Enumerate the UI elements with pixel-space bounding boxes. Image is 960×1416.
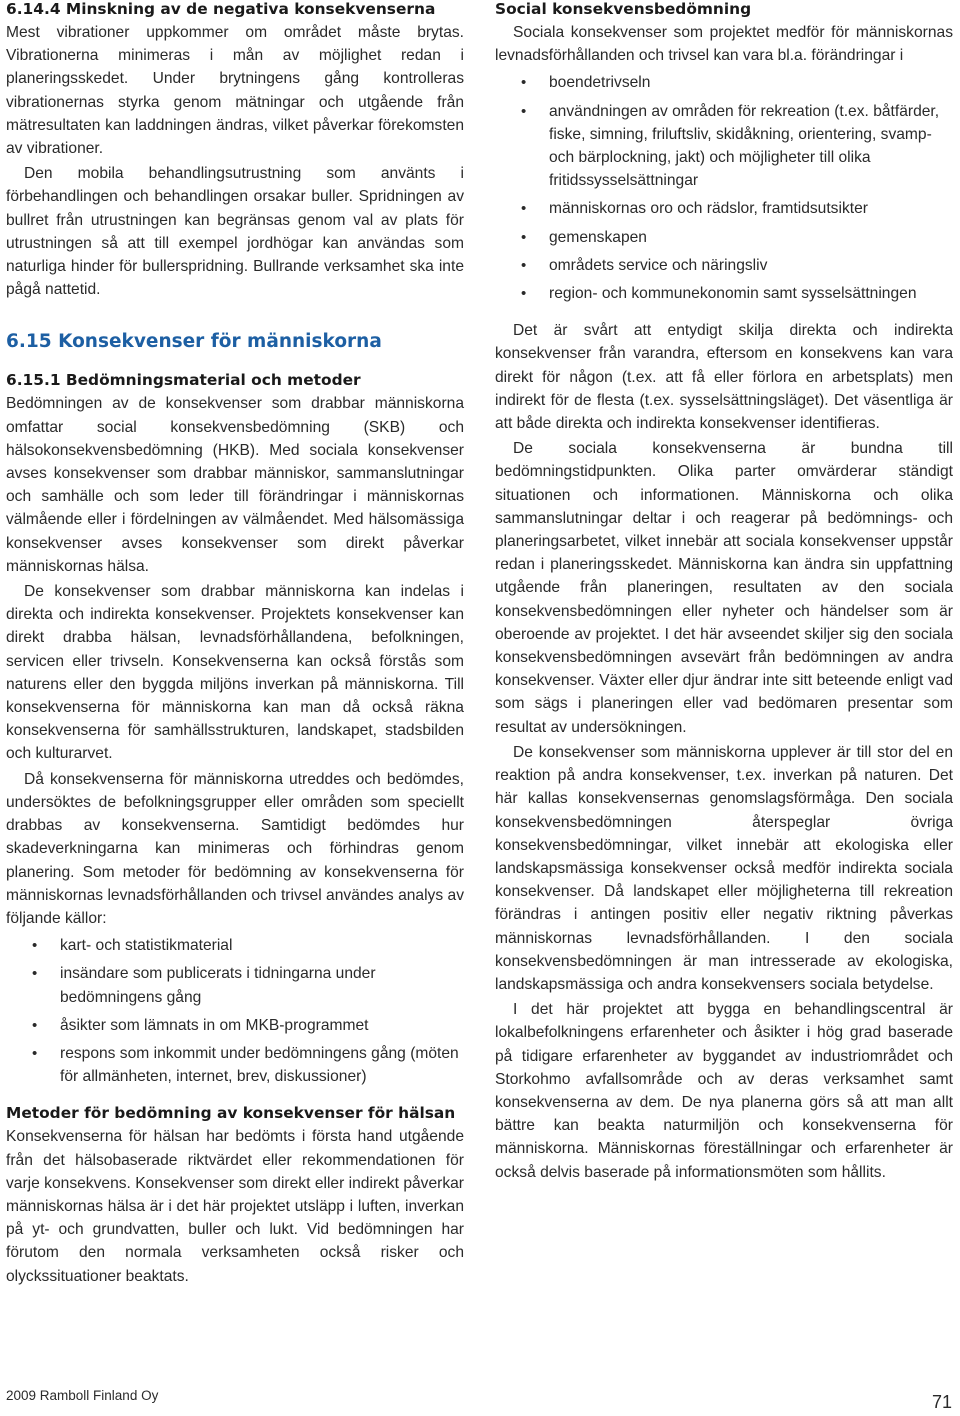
paragraph-social-intro: Sociala konsekvenser som projektet medför för människornas levnadsförhållanden och trivsel kan vara bl.a. förändringar i	[495, 24, 953, 65]
social-changes-list	[495, 71, 953, 305]
paragraph-project-local: I det här projektet att bygga en behandlingscentral är lokalbefolkningens erfarenheter och åsikter i hög grad baserade på tidigare erfarenheter av byggandet av industriområdet och Storkohmo avfallsområde och av deras verksamhet samt konsekvenserna av dem. De nya planerna görs så att man allt bättre kan beakta naturmiljön och konsekvenserna för människorna. Människornas föreställningar och erfarenheter är också delvis baserade på informationsmöten som hållits.	[495, 1001, 953, 1181]
paragraph-direct-indirect: De konsekvenser som drabbar människorna kan indelas i direkta och indirekta konsekvenser. Projektets konsekvenser kan direkt drabba hälsan, levnadsförhållandena, befolkningen, servicen eller trivseln. Konsekvenserna kan också förstås som naturens eller den byggda miljöns inverkan på människorna. Till konsekvenserna för människorna kan man då också räkna konsekvenserna för samhällsstrukturen, landskapet, stadsbilden och kulturarvet.	[6, 583, 464, 763]
list-item: • människornas oro och rädslor, framtidsutsikter	[495, 197, 953, 220]
paragraph-health: Konsekvenserna för hälsan har bedömts i första hand utgående från det hälsobaserade riktvärdet eller rekommendationen för varje konsekvens. Konsekvenser som direkt eller indirekt påverkar människornas hälsa är i det här projektet utsläpp i luften, inverkan på yt- och grundvatten, buller och lukt. Vid bedömningen har förutom den normala verksamheten också risker och olyckssituationer beaktats.	[6, 1128, 464, 1285]
list-item: • respons som inkommit under bedömningens gång (möten för allmänheten, internet, brev, diskussioner)	[6, 1042, 464, 1088]
list-item: • åsikter som lämnats in om MKB-programmet	[6, 1014, 464, 1037]
paragraph-methods: Då konsekvenserna för människorna utreddes och bedömdes, undersöktes de befolkningsgrupper eller områden som speciellt drabbas av konsekvenserna. Samtidigt bedömdes hur skadeverkningarna kan minimeras och förhindras genom planering. Som metoder för bedömning av konsekvenserna för människornas levnadsförhållanden och trivsel användes analys av följande källor:	[6, 770, 464, 927]
list-item: • områdets service och näringsliv	[495, 254, 953, 277]
heading-6-14-4: 6.14.4 Minskning av de negativa konsekvenserna	[6, 0, 436, 18]
list-item: • kart- och statistikmaterial	[6, 934, 464, 957]
right-column	[495, 0, 953, 1184]
paragraph-direct-indirect-social: Det är svårt att entydigt skilja direkta och indirekta konsekvenser från varandra, eftersom en konsekvens kan vara direkt för någon (t.ex. att få eller förlora en arbetsplats) men indirekt för de flesta (t.ex. sysselsättningsläget). Det väsentliga är att både direkta och indirekta konsekvenser identifieras.	[495, 322, 953, 433]
footer-company: 2009 Ramboll Finland Oy	[6, 1388, 159, 1403]
paragraph-timing: De sociala konsekvenserna är bundna till bedömningstidpunkten. Olika parter omvärderar ständigt situationen och informationen. Människorna och olika sammanslutningar deltar i och reagerar på bedömnings- och planeringsarbetet, vilket innebär att sociala konsekvenser uppstår redan i planeringsskedet. Människorna kan ändra sin uppfattning utgående från planeringen, resultaten av den sociala konsekvensbedömningen eller nyheter och händelser som är oberoende av projektet. I det här avseendet skiljer sig den sociala konsekvensbedömningen avsevärt från bedömningen av andra konsekvenser. Växter eller djur ändrar inte sitt beteende enligt vad som sägs i planeringen eller vad bedömaren presentar som resultat av undersökningen.	[495, 440, 953, 736]
heading-6-15-1: 6.15.1 Bedömningsmaterial och metoder	[6, 371, 361, 390]
page-number: 71	[931, 1392, 952, 1412]
sources-list	[6, 934, 464, 1088]
list-item: • region- och kommunekonomin samt sysselsättningen	[495, 282, 953, 305]
list-item: • boendetrivseln	[495, 71, 953, 94]
paragraph-assessment-intro: Bedömningen av de konsekvenser som drabbar människorna omfattar social konsekvensbedömning (SKB) och hälsokonsekvensbedömning (HKB). Med sociala konsekvenser avses konsekvenser som drabbar människor, sammanslutningar och samhälle och som leder till förändringar i människornas välmående eller i fördelningen av välmåendet. Med hälsomässiga konsekvenser avses konsekvenser som direkt påverkar människornas hälsa.	[6, 395, 464, 575]
list-item: • insändare som publicerats i tidningarna under bedömningens gång	[6, 962, 464, 1008]
heading-health-methods: Metoder för bedömning av konsekvenser för hälsan	[6, 1104, 456, 1123]
paragraph-reactions: De konsekvenser som människorna upplever är till stor del en reaktion på andra konsekvenser, t.ex. inverkan på naturen. Det här kallas konsekvensernas genomslagsförmåga. Den sociala konsekvensbedömningen återspeglar övriga konsekvensbedömningar, vilket innebär att ekologiska eller landskapsmässiga konsekvenser också medför indirekta sociala konsekvenser. Då landskapet eller möjligheterna till rekreation förändras i antingen positiv eller negativ riktning påverkas människornas levnadsförhållanden. I den sociala konsekvensbedömningen är man intresserade av ekologiska, landskapsmässiga och andra konsekvensers sociala betydelse.	[495, 743, 953, 993]
paragraph-vibrations: Mest vibrationer uppkommer om området måste brytas. Vibrationerna minimeras i mån av möjlighet redan i planeringsskedet. Under brytningens gång kontrolleras vibrationernas styrka genom mätningar och utgående från mätresultaten kan laddningen ändras, vilket påverkar förekomsten av vibrationer.	[6, 24, 464, 158]
list-item: • gemenskapen	[495, 226, 953, 249]
heading-6-15: 6.15 Konsekvenser för människorna	[6, 331, 382, 353]
list-item: • användningen av områden för rekreation (t.ex. båtfärder, fiske, simning, friluftsliv, skidåkning, orientering, svamp- och bärplockning, jakt) och möjligheter till olika fritidssysselsättningar	[495, 100, 953, 193]
paragraph-noise: Den mobila behandlingsutrustning som använts i förbehandlingen och behandlingen orsakar buller. Spridningen av bullret från utrustningen kan begränsas genom val av plats för utrustningen så att till exempel jordhögar kan användas som naturliga hinder för bullerspridning. Bullrande verksamhet ska inte pågå nattetid.	[6, 165, 464, 299]
heading-social-assessment: Social konsekvensbedömning	[495, 0, 752, 18]
left-column	[6, 0, 464, 1288]
